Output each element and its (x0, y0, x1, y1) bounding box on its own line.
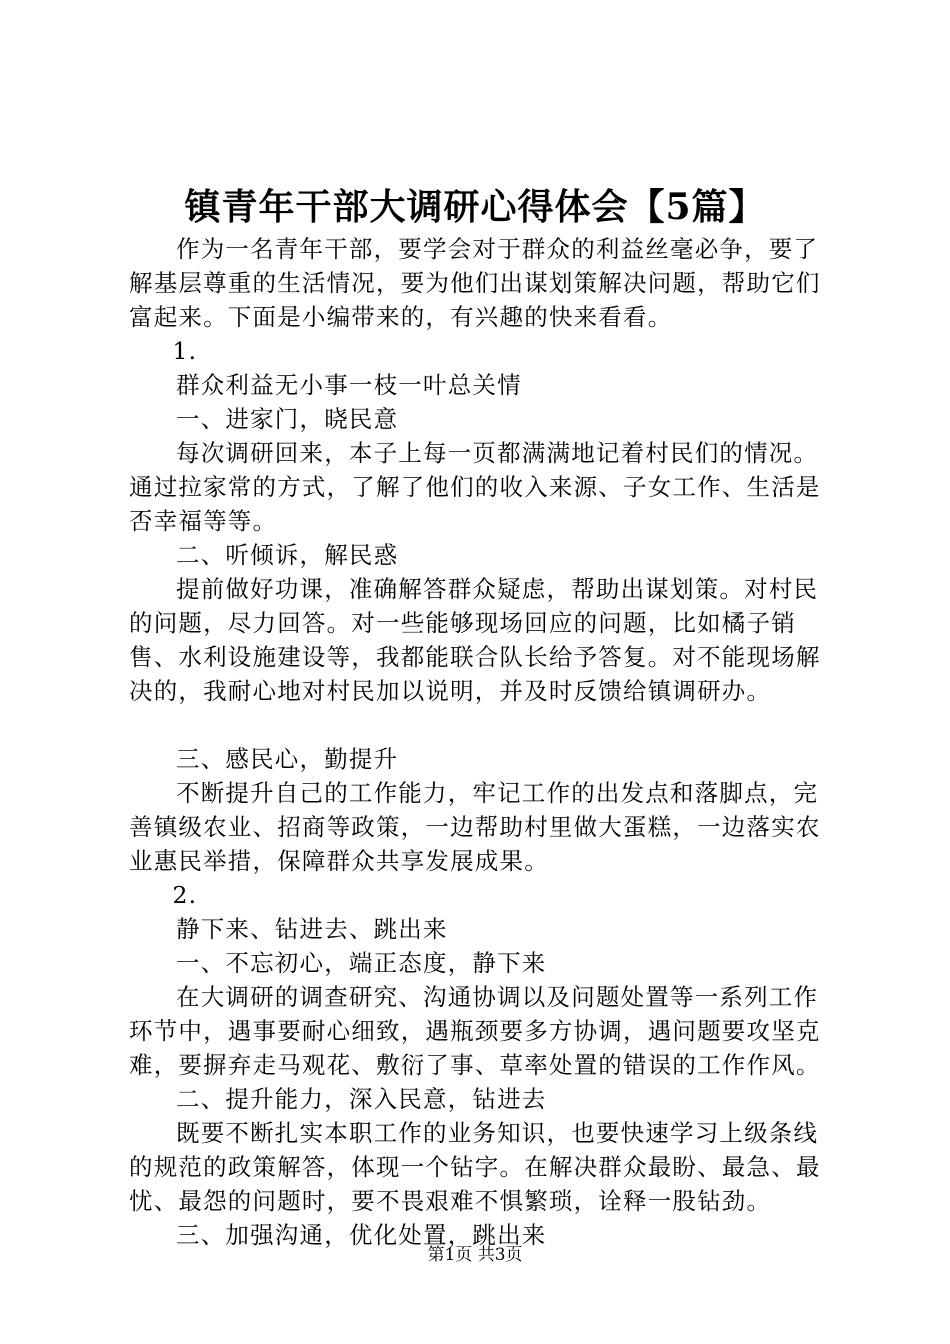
subsection-title: 一、不忘初心，端正态度，静下来 (176, 949, 547, 977)
paragraph-spacer (129, 708, 829, 742)
subsection-title: 三、感民心，勤提升 (176, 745, 399, 773)
section-heading: 群众利益无小事一枝一叶总关情 (176, 371, 522, 399)
subsection-paragraph: 既要不断扎实本职工作的业务知识，也要快速学习上级条线的规范的政策解答，体现一个钻字。在解决群众最盼、最急、最忧、最怨的问题时，要不畏艰难不惧繁琐，诠释一股钻劲。 (129, 1119, 821, 1215)
subsection-title: 二、听倾诉，解民惑 (176, 541, 399, 569)
document-body (129, 232, 829, 1252)
subsection-title: 二、提升能力，深入民意，钻进去 (176, 1085, 547, 1113)
subsection-paragraph: 每次调研回来，本子上每一页都满满地记着村民们的情况。通过拉家常的方式，了解了他们的收入来源、子女工作、生活是否幸福等等。 (129, 439, 821, 535)
subsection-paragraph: 提前做好功课，准确解答群众疑虑，帮助出谋划策。对村民的问题，尽力回答。对一些能够现场回应的问题，比如橘子销售、水利设施建设等，我都能联合队长给予答复。对不能现场解决的，我耐心地对村民加以说明，并及时反馈给镇调研办。 (129, 575, 821, 705)
section-heading: 静下来、钻进去、跳出来 (176, 915, 448, 943)
page-footer: 第1页 共3页 (427, 1245, 523, 1265)
subsection-title: 一、进家门，晓民意 (176, 405, 399, 433)
subsection-paragraph: 不断提升自己的工作能力，牢记工作的出发点和落脚点，完善镇级农业、招商等政策，一边帮助村里做大蛋糕，一边落实农业惠民举措，保障群众共享发展成果。 (129, 779, 821, 875)
document-title: 镇青年干部大调研心得体会【5篇】 (184, 186, 766, 228)
section-number: 1. (172, 337, 198, 365)
section-number: 2. (172, 881, 198, 909)
subsection-title: 三、加强沟通，优化处置，跳出来 (176, 1221, 547, 1249)
intro-paragraph: 作为一名青年干部，要学会对于群众的利益丝毫必争，要了解基层尊重的生活情况，要为他们出谋划策解决问题，帮助它们富起来。下面是小编带来的，有兴趣的快来看看。 (129, 235, 821, 331)
subsection-paragraph: 在大调研的调查研究、沟通协调以及问题处置等一系列工作环节中，遇事要耐心细致，遇瓶颈要多方协调，遇问题要攻坚克难，要摒弃走马观花、敷衍了事、草率处置的错误的工作作风。 (129, 983, 821, 1079)
